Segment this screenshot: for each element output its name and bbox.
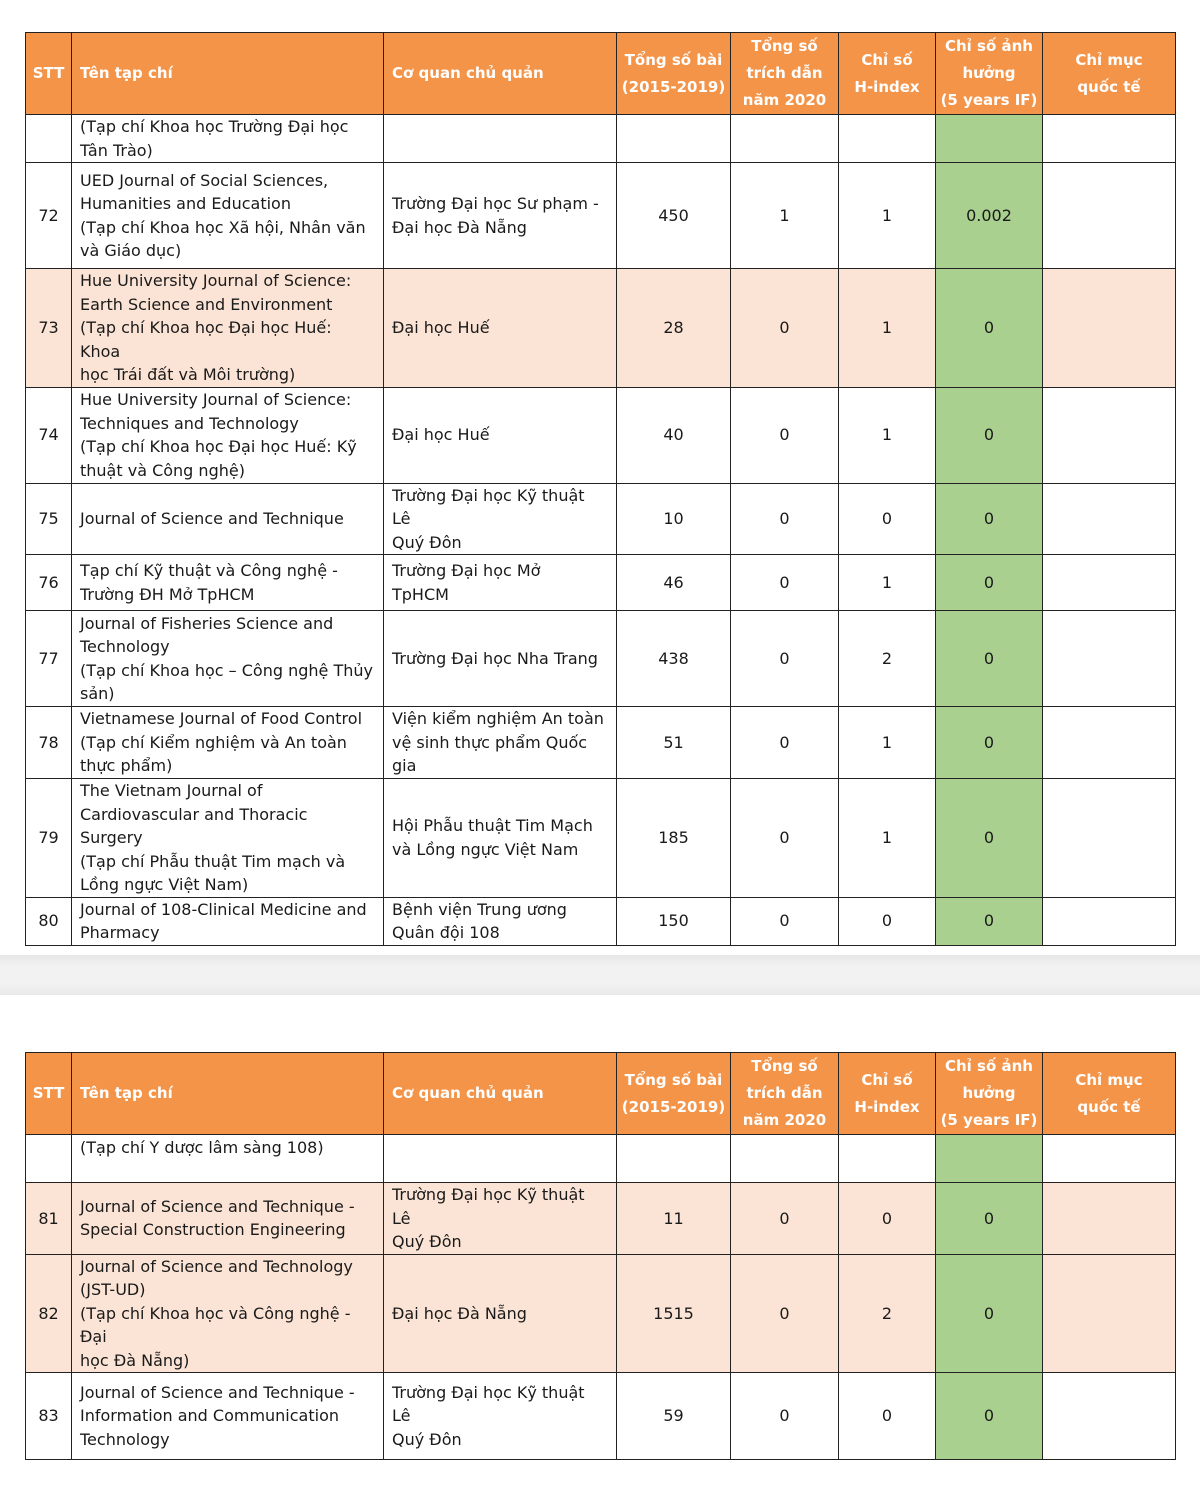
cell-articles: 51: [617, 707, 731, 779]
cell-impact: 0: [936, 897, 1043, 945]
cell-agency: Trường Đại học Kỹ thuật Lê Quý Đôn: [384, 483, 617, 555]
cell-impact: 0: [936, 779, 1043, 898]
cell-hindex: 1: [839, 707, 936, 779]
cell-articles: 10: [617, 483, 731, 555]
cell-impact: [936, 1135, 1043, 1183]
cell-citations: [731, 1135, 839, 1183]
cell-impact: 0: [936, 387, 1043, 483]
header-stt: STT: [26, 1053, 72, 1135]
cell-stt: 82: [26, 1254, 72, 1373]
cell-journal-name: The Vietnam Journal of Cardiovascular and Thoracic Surgery (Tạp chí Phẫu thuật Tim mạch và Lồng ngực Việt Nam): [72, 779, 384, 898]
cell-journal-name: Journal of Science and Technique: [72, 483, 384, 555]
cell-citations: 1: [731, 163, 839, 269]
cell-impact: 0: [936, 1254, 1043, 1373]
cell-journal-name: Journal of Science and Technique - Special Construction Engineering: [72, 1183, 384, 1255]
cell-stt: [26, 1135, 72, 1183]
cell-stt: 73: [26, 269, 72, 388]
table-row: [26, 1135, 1176, 1183]
cell-hindex: 1: [839, 387, 936, 483]
cell-impact: 0: [936, 269, 1043, 388]
cell-articles: 450: [617, 163, 731, 269]
cell-intl-index: [1043, 387, 1176, 483]
cell-citations: 0: [731, 387, 839, 483]
cell-articles: 59: [617, 1373, 731, 1460]
cell-stt: 76: [26, 555, 72, 611]
cell-hindex: [839, 115, 936, 163]
cell-impact: 0: [936, 483, 1043, 555]
table-header-row: [26, 33, 1176, 115]
cell-articles: 11: [617, 1183, 731, 1255]
cell-hindex: [839, 1135, 936, 1183]
cell-citations: [731, 115, 839, 163]
header-stt: STT: [26, 33, 72, 115]
cell-stt: 74: [26, 387, 72, 483]
cell-journal-name: (Tạp chí Khoa học Trường Đại học Tân Trào): [72, 115, 384, 163]
table-row: [26, 1254, 1176, 1373]
cell-agency: [384, 1135, 617, 1183]
cell-stt: 78: [26, 707, 72, 779]
cell-stt: 77: [26, 611, 72, 707]
cell-articles: 40: [617, 387, 731, 483]
header-hindex: Chỉ số H-index: [839, 1053, 936, 1135]
cell-agency: Hội Phẫu thuật Tim Mạch và Lồng ngực Việt Nam: [384, 779, 617, 898]
cell-agency: Trường Đại học Sư phạm - Đại học Đà Nẵng: [384, 163, 617, 269]
cell-impact: 0: [936, 611, 1043, 707]
cell-articles: 28: [617, 269, 731, 388]
cell-hindex: 0: [839, 1373, 936, 1460]
cell-hindex: 1: [839, 779, 936, 898]
page-separator: [0, 955, 1200, 995]
header-intl-index: Chỉ mục quốc tế: [1043, 33, 1176, 115]
cell-intl-index: [1043, 483, 1176, 555]
cell-intl-index: [1043, 269, 1176, 388]
table-row: [26, 707, 1176, 779]
cell-agency: Đại học Huế: [384, 387, 617, 483]
cell-agency: Bệnh viện Trung ương Quân đội 108: [384, 897, 617, 945]
cell-hindex: 2: [839, 611, 936, 707]
table-row: [26, 897, 1176, 945]
cell-intl-index: [1043, 779, 1176, 898]
cell-citations: 0: [731, 269, 839, 388]
journal-table-page-1: [25, 32, 1176, 946]
cell-intl-index: [1043, 611, 1176, 707]
cell-hindex: 0: [839, 1183, 936, 1255]
cell-citations: 0: [731, 897, 839, 945]
cell-stt: 72: [26, 163, 72, 269]
table-row: [26, 1183, 1176, 1255]
table-row: [26, 269, 1176, 388]
cell-journal-name: (Tạp chí Y dược lâm sàng 108): [72, 1135, 384, 1183]
header-hindex: Chỉ số H-index: [839, 33, 936, 115]
cell-stt: 75: [26, 483, 72, 555]
cell-intl-index: [1043, 1183, 1176, 1255]
cell-articles: 1515: [617, 1254, 731, 1373]
table-row: [26, 611, 1176, 707]
cell-articles: [617, 1135, 731, 1183]
cell-stt: 81: [26, 1183, 72, 1255]
cell-articles: [617, 115, 731, 163]
header-journal-name: Tên tạp chí: [72, 1053, 384, 1135]
cell-agency: Đại học Đà Nẵng: [384, 1254, 617, 1373]
cell-agency: Trường Đại học Nha Trang: [384, 611, 617, 707]
cell-articles: 438: [617, 611, 731, 707]
cell-stt: [26, 115, 72, 163]
cell-stt: 79: [26, 779, 72, 898]
header-agency: Cơ quan chủ quản: [384, 1053, 617, 1135]
journal-table-page-2: [25, 1052, 1176, 1460]
cell-hindex: 2: [839, 1254, 936, 1373]
cell-intl-index: [1043, 1254, 1176, 1373]
cell-hindex: 0: [839, 483, 936, 555]
cell-hindex: 1: [839, 163, 936, 269]
header-journal-name: Tên tạp chí: [72, 33, 384, 115]
cell-journal-name: Journal of Science and Technique - Information and Communication Technology: [72, 1373, 384, 1460]
cell-citations: 0: [731, 555, 839, 611]
cell-journal-name: Journal of Science and Technology (JST-UD) (Tạp chí Khoa học và Công nghệ - Đại học Đà Nẵng): [72, 1254, 384, 1373]
table-row: [26, 1373, 1176, 1460]
cell-citations: 0: [731, 483, 839, 555]
cell-agency: Đại học Huế: [384, 269, 617, 388]
cell-intl-index: [1043, 555, 1176, 611]
cell-citations: 0: [731, 707, 839, 779]
cell-articles: 150: [617, 897, 731, 945]
table-row: [26, 483, 1176, 555]
table-row: [26, 555, 1176, 611]
table-header-row: [26, 1053, 1176, 1135]
cell-citations: 0: [731, 779, 839, 898]
cell-citations: 0: [731, 1373, 839, 1460]
cell-agency: Trường Đại học Mở TpHCM: [384, 555, 617, 611]
header-citations: Tổng số trích dẫn năm 2020: [731, 33, 839, 115]
header-impact: Chỉ số ảnh hưởng (5 years IF): [936, 33, 1043, 115]
header-citations: Tổng số trích dẫn năm 2020: [731, 1053, 839, 1135]
cell-intl-index: [1043, 1373, 1176, 1460]
cell-articles: 46: [617, 555, 731, 611]
cell-stt: 80: [26, 897, 72, 945]
cell-stt: 83: [26, 1373, 72, 1460]
cell-journal-name: Journal of Fisheries Science and Technology (Tạp chí Khoa học – Công nghệ Thủy sản): [72, 611, 384, 707]
cell-journal-name: Journal of 108-Clinical Medicine and Pharmacy: [72, 897, 384, 945]
cell-journal-name: Vietnamese Journal of Food Control (Tạp chí Kiểm nghiệm và An toàn thực phẩm): [72, 707, 384, 779]
cell-citations: 0: [731, 611, 839, 707]
header-articles: Tổng số bài (2015-2019): [617, 1053, 731, 1135]
table-row: [26, 387, 1176, 483]
cell-impact: [936, 115, 1043, 163]
cell-journal-name: Tạp chí Kỹ thuật và Công nghệ - Trường ĐH Mở TpHCM: [72, 555, 384, 611]
cell-intl-index: [1043, 1135, 1176, 1183]
cell-impact: 0: [936, 707, 1043, 779]
cell-journal-name: UED Journal of Social Sciences, Humanities and Education (Tạp chí Khoa học Xã hội, Nhân văn và Giáo dục): [72, 163, 384, 269]
cell-intl-index: [1043, 163, 1176, 269]
cell-intl-index: [1043, 897, 1176, 945]
cell-journal-name: Hue University Journal of Science: Earth Science and Environment (Tạp chí Khoa học Đại học Huế: Khoa học Trái đất và Môi trường): [72, 269, 384, 388]
header-impact: Chỉ số ảnh hưởng (5 years IF): [936, 1053, 1043, 1135]
header-intl-index: Chỉ mục quốc tế: [1043, 1053, 1176, 1135]
cell-hindex: 1: [839, 555, 936, 611]
header-agency: Cơ quan chủ quản: [384, 33, 617, 115]
table-row: [26, 163, 1176, 269]
cell-intl-index: [1043, 707, 1176, 779]
cell-impact: 0: [936, 1373, 1043, 1460]
cell-agency: Viện kiểm nghiệm An toàn vệ sinh thực phẩm Quốc gia: [384, 707, 617, 779]
cell-impact: 0: [936, 555, 1043, 611]
cell-hindex: 0: [839, 897, 936, 945]
cell-agency: [384, 115, 617, 163]
document-page-2: [0, 995, 1200, 1493]
cell-citations: 0: [731, 1183, 839, 1255]
table-row: [26, 779, 1176, 898]
cell-agency: Trường Đại học Kỹ thuật Lê Quý Đôn: [384, 1183, 617, 1255]
cell-journal-name: Hue University Journal of Science: Techniques and Technology (Tạp chí Khoa học Đại học Huế: Kỹ thuật và Công nghệ): [72, 387, 384, 483]
cell-articles: 185: [617, 779, 731, 898]
header-articles: Tổng số bài (2015-2019): [617, 33, 731, 115]
cell-impact: 0: [936, 1183, 1043, 1255]
cell-impact: 0.002: [936, 163, 1043, 269]
cell-intl-index: [1043, 115, 1176, 163]
cell-hindex: 1: [839, 269, 936, 388]
cell-citations: 0: [731, 1254, 839, 1373]
cell-agency: Trường Đại học Kỹ thuật Lê Quý Đôn: [384, 1373, 617, 1460]
table-row: [26, 115, 1176, 163]
